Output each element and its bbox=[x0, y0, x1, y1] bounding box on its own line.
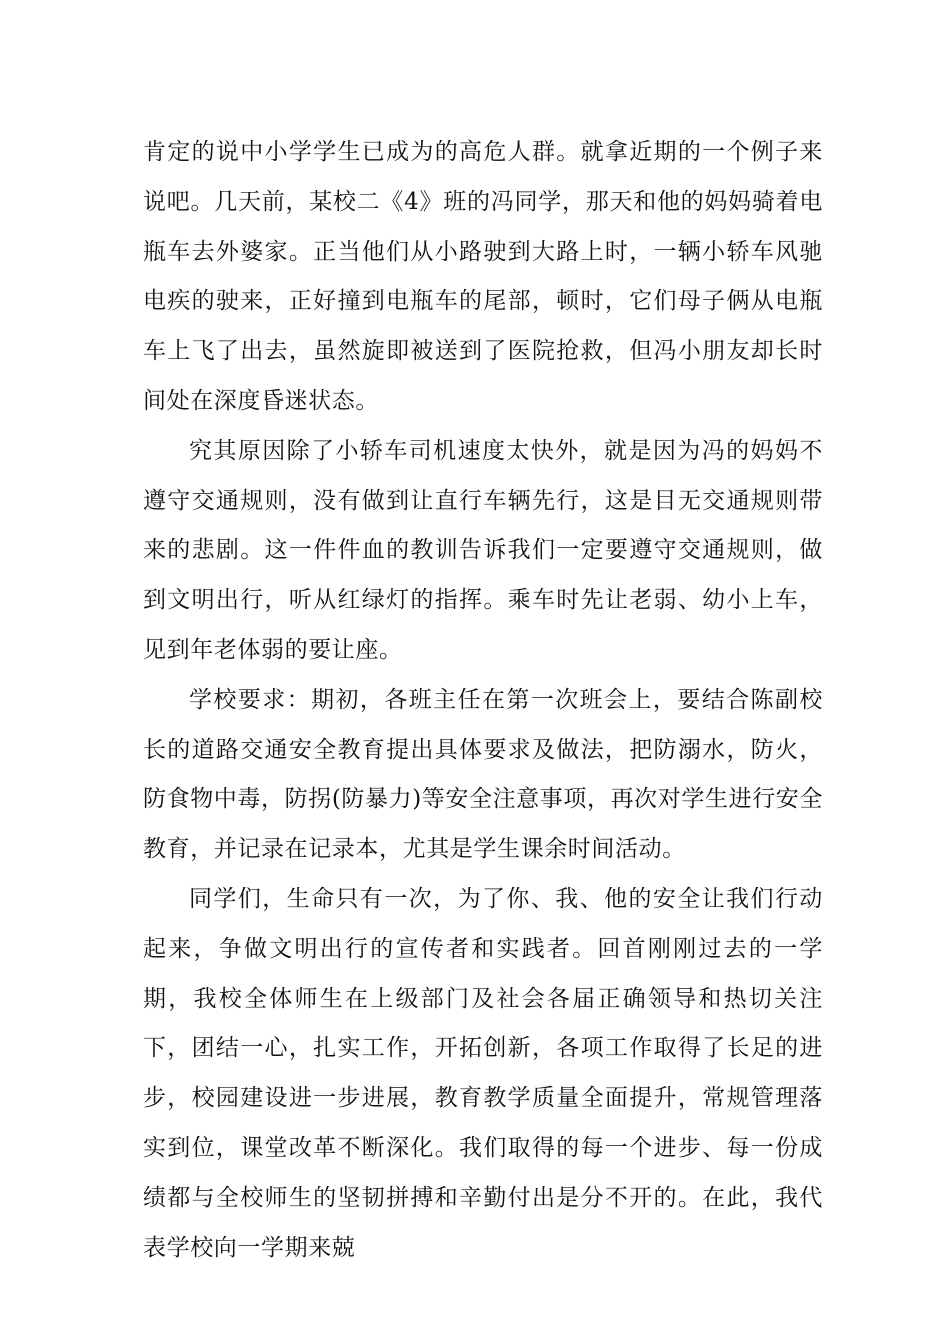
paragraph-4: 同学们，生命只有一次，为了你、我、他的安全让我们行动起来，争做文明出行的宣传者和实践者。回首刚刚过去的一学期，我校全体师生在上级部门及社会各届正确领导和热切关注下，团结一心，扎实工作，开拓创新，各项工作取得了长足的进步，校园建设进一步进展，教育教学质量全面提升，常规管理落实到位，课堂改革不断深化。我们取得的每一个进步、每一份成绩都与全校师生的坚韧拼搏和辛勤付出是分不开的。在此，我代表学校向一学期来兢 bbox=[143, 885, 823, 1261]
paragraph-2: 究其原因除了小轿车司机速度太快外，就是因为冯的妈妈不遵守交通规则，没有做到让直行车辆先行，这是目无交通规则带来的悲剧。这一件件血的教训告诉我们一定要遵守交通规则，做到文明出行，听从红绿灯的指挥。乘车时先让老弱、幼小上车，见到年老体弱的要让座。 bbox=[143, 437, 823, 663]
paragraph-1: 肯定的说中小学学生已成为的高危人群。就拿近期的一个例子来说吧。几天前，某校二《4》班的冯同学，那天和他的妈妈骑着电瓶车去外婆家。正当他们从小路驶到大路上时，一辆小轿车风驰电疾的驶来，正好撞到电瓶车的尾部，顿时，它们母子俩从电瓶车上飞了出去，虽然旋即被送到了医院抢救，但冯小朋友却长时间处在深度昏迷状态。 bbox=[143, 139, 823, 414]
document-body bbox=[143, 128, 823, 1273]
paragraph-3: 学校要求：期初，各班主任在第一次班会上，要结合陈副校长的道路交通安全教育提出具体要求及做法，把防溺水，防火，防食物中毒，防拐(防暴力)等安全注意事项，再次对学生进行安全教育，并记录在记录本，尤其是学生课余时间活动。 bbox=[143, 686, 823, 863]
